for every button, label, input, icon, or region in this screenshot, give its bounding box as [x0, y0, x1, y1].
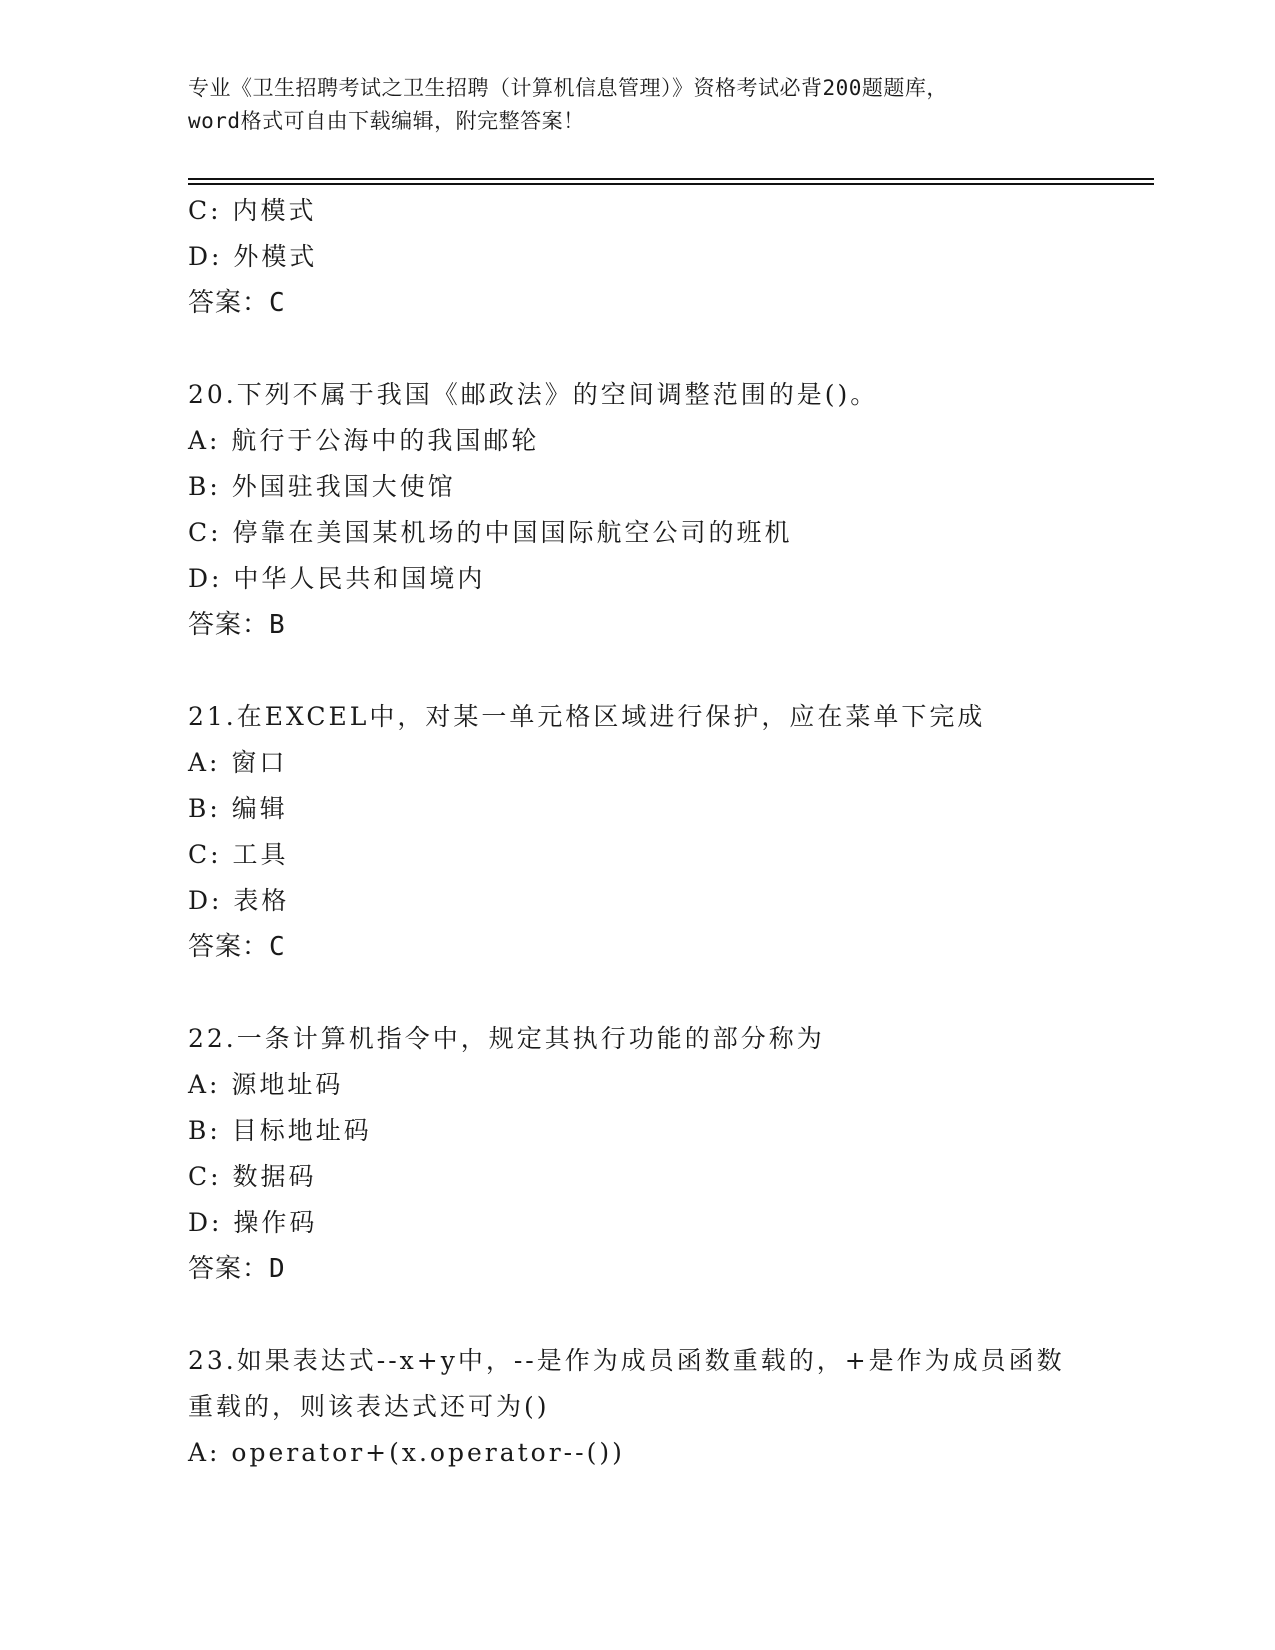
question-22 [188, 1016, 1148, 1292]
option-c: C: 内模式 [188, 196, 317, 225]
answer: 答案：D [188, 1254, 286, 1284]
question-list [188, 188, 1148, 1476]
spacer [188, 970, 1148, 1016]
option-d: D: 外模式 [188, 242, 318, 271]
option-c: C: 数据码 [188, 1162, 317, 1191]
question-text: 20.下列不属于我国《邮政法》的空间调整范围的是()。 [188, 380, 879, 409]
header-title-line-2: word格式可自由下载编辑，附完整答案！ [188, 109, 585, 133]
question-fragment [188, 188, 1148, 326]
question-text-line-2: 重载的，则该表达式还可为() [188, 1392, 550, 1421]
option-c: C: 停靠在美国某机场的中国国际航空公司的班机 [188, 518, 793, 547]
option-c: C: 工具 [188, 840, 289, 869]
option-a: A: operator+(x.operator--()) [188, 1438, 625, 1467]
option-b: B: 编辑 [188, 794, 288, 823]
option-d: D: 中华人民共和国境内 [188, 564, 486, 593]
question-23 [188, 1338, 1148, 1476]
spacer [188, 1292, 1148, 1338]
option-a: A: 窗口 [188, 748, 288, 777]
spacer [188, 648, 1148, 694]
question-text-line-1: 23.如果表达式--x+y中，--是作为成员函数重载的，+是作为成员函数 [188, 1346, 1065, 1375]
header-divider-bottom [188, 183, 1154, 185]
option-a: A: 源地址码 [188, 1070, 344, 1099]
header-title-line-1: 专业《卫生招聘考试之卫生招聘（计算机信息管理）》资格考试必背200题题库， [188, 76, 948, 100]
question-20 [188, 372, 1148, 648]
question-text: 21.在EXCEL中，对某一单元格区域进行保护，应在菜单下完成 [188, 702, 986, 731]
document-header [188, 72, 1108, 138]
option-b: B: 目标地址码 [188, 1116, 372, 1145]
option-b: B: 外国驻我国大使馆 [188, 472, 456, 501]
header-divider-top [188, 178, 1154, 180]
spacer [188, 326, 1148, 372]
option-d: D: 表格 [188, 886, 290, 915]
option-a: A: 航行于公海中的我国邮轮 [188, 426, 540, 455]
answer: 答案：C [188, 932, 286, 962]
question-text: 22.一条计算机指令中，规定其执行功能的部分称为 [188, 1024, 825, 1053]
question-21 [188, 694, 1148, 970]
answer: 答案：C [188, 288, 286, 318]
option-d: D: 操作码 [188, 1208, 318, 1237]
answer: 答案：B [188, 610, 286, 640]
